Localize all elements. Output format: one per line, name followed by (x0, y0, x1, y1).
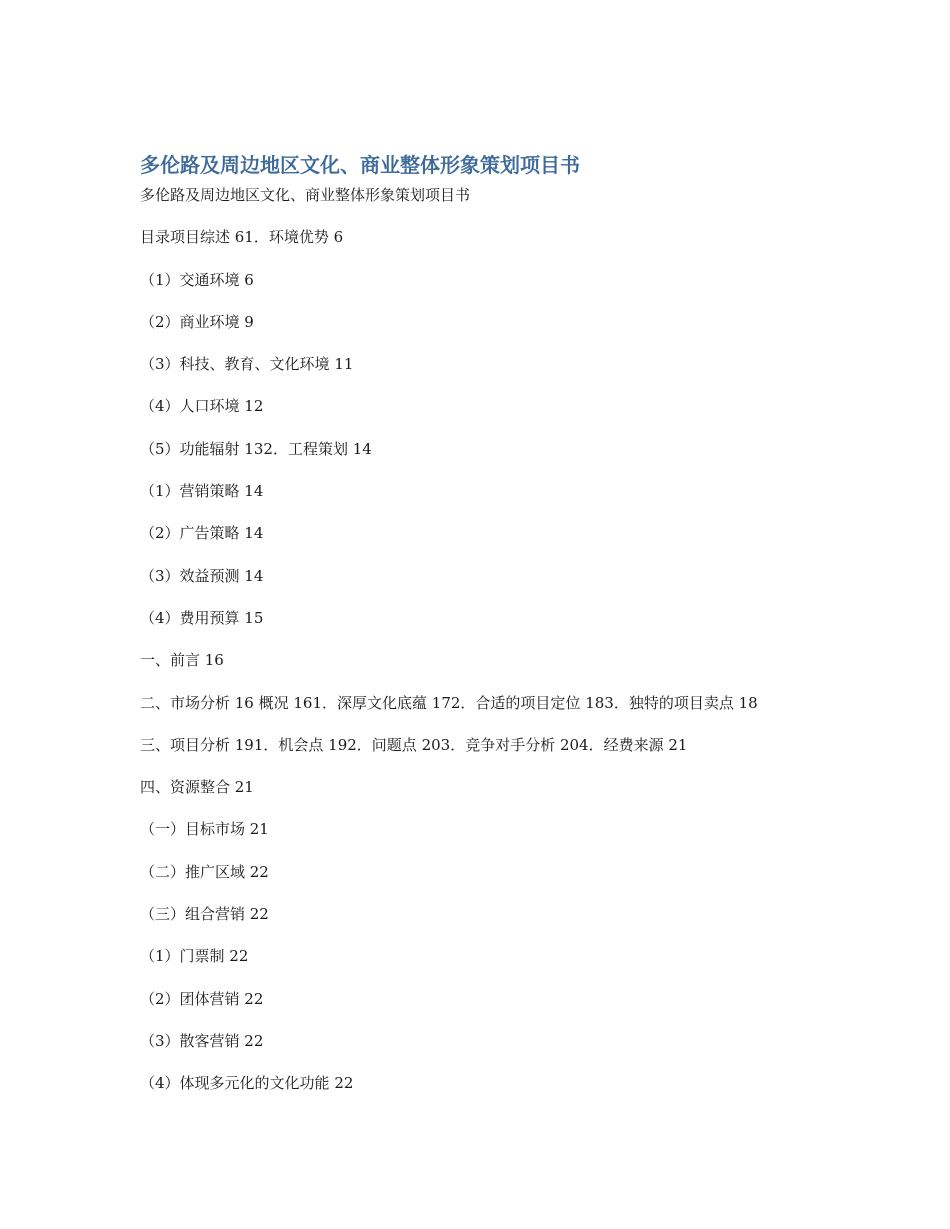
toc-line: （2）广告策略 14 (140, 524, 264, 543)
toc-line: （1）门票制 22 (140, 947, 249, 966)
toc-line: 四、资源整合 21 (140, 778, 254, 797)
toc-line: （4）人口环境 12 (140, 397, 264, 416)
toc-line: （3）科技、教育、文化环境 11 (140, 355, 354, 374)
toc-line: （3）散客营销 22 (140, 1031, 264, 1050)
toc-line: 二、市场分析 16 概况 161．深厚文化底蕴 172．合适的项目定位 183．独特的项目卖点 18 (140, 693, 758, 712)
toc-line: 三、项目分析 191．机会点 192．问题点 203．竞争对手分析 204．经费来源 21 (140, 735, 688, 754)
toc-line: （一）目标市场 21 (140, 820, 269, 839)
toc-line: （2）商业环境 9 (140, 312, 254, 331)
toc-line: （4）费用预算 15 (140, 608, 264, 627)
document-title: 多伦路及周边地区文化、商业整体形象策划项目书 (140, 153, 580, 177)
subtitle-line: 多伦路及周边地区文化、商业整体形象策划项目书 (140, 186, 471, 204)
toc-list (140, 182, 758, 1113)
toc-line: （3）效益预测 14 (140, 566, 264, 585)
toc-line: （4）体现多元化的文化功能 22 (140, 1074, 354, 1093)
toc-line: （1）交通环境 6 (140, 270, 254, 289)
toc-line: （二）推广区域 22 (140, 862, 269, 881)
toc-line: 一、前言 16 (140, 651, 224, 670)
toc-line: （2）团体营销 22 (140, 989, 264, 1008)
toc-line: （5）功能辐射 132．工程策划 14 (140, 439, 372, 458)
toc-line: （1）营销策略 14 (140, 482, 264, 501)
toc-line: （三）组合营销 22 (140, 905, 269, 924)
toc-line: 目录项目综述 61．环境优势 6 (140, 228, 344, 247)
